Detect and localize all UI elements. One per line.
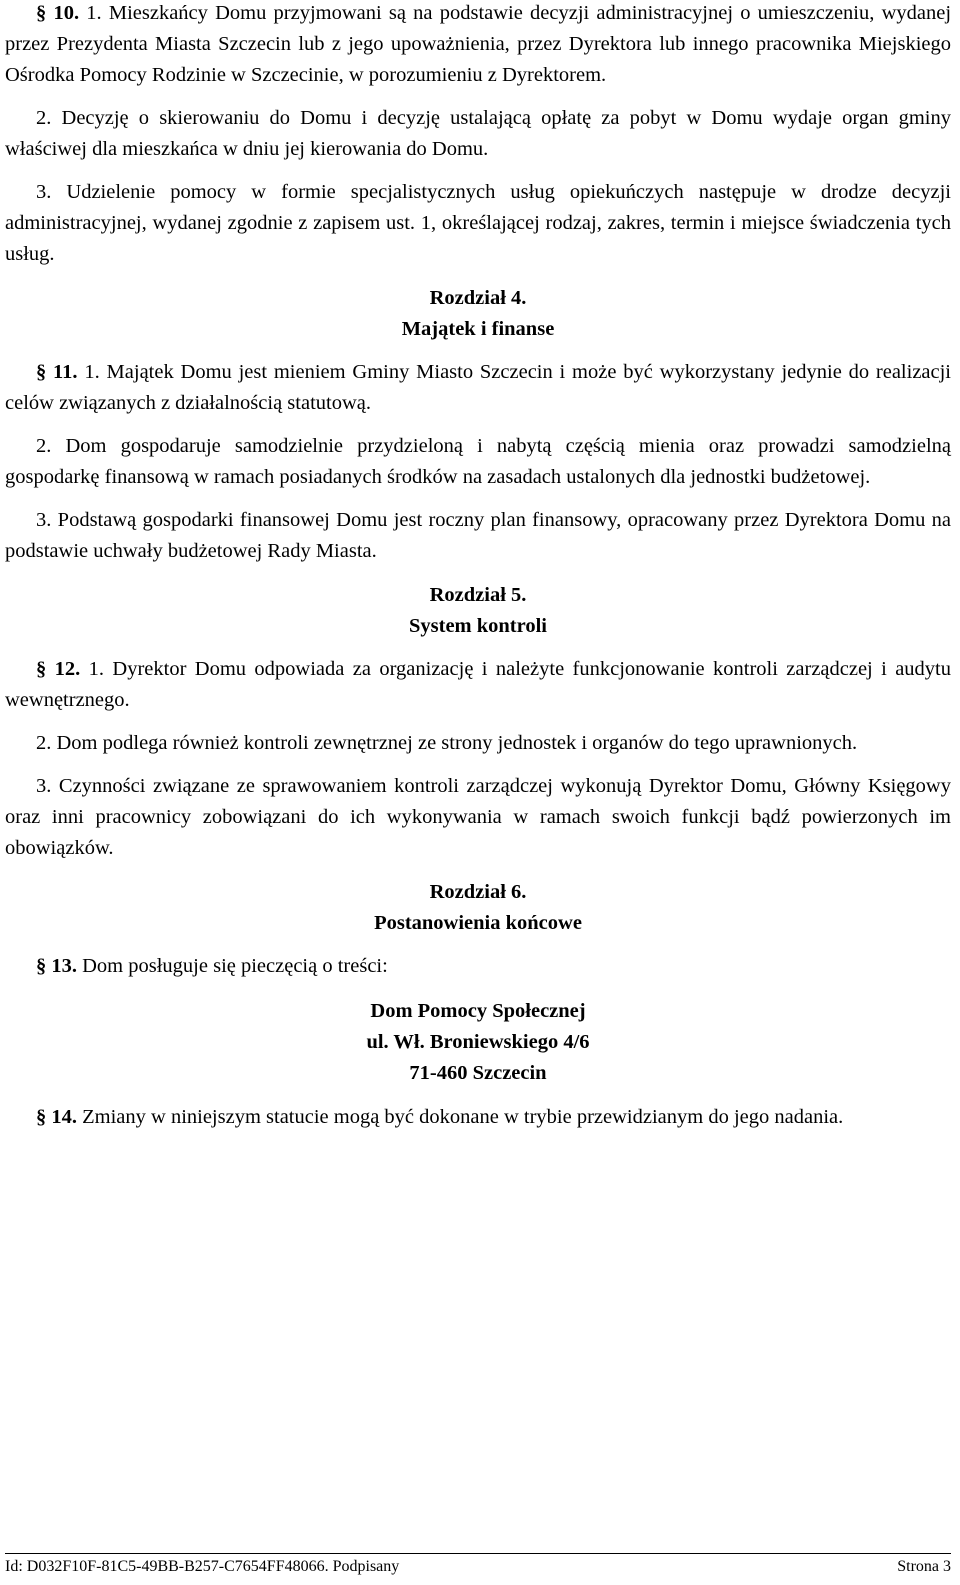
paragraph-12-2: 2. Dom podlega również kontroli zewnętrznej ze strony jednostek i organów do tego uprawnionych. — [36, 732, 858, 754]
chapter-name: Postanowienia końcowe — [374, 912, 582, 934]
chapter-title: Rozdział 4. — [429, 287, 527, 309]
chapter-name: Majątek i finanse — [401, 318, 555, 340]
section-number: § 13. — [36, 955, 77, 977]
chapter-6-heading — [5, 877, 951, 939]
chapter-name: System kontroli — [408, 615, 547, 637]
paragraph-10-3: 3. Udzielenie pomocy w formie specjalistycznych usług opiekuńczych następuje w drodze decyzji administracyjnej, wydanej zgodnie z zapisem ust. 1, określającej rodzaj, zakres, termin i miejsce świadczenia tych usług. — [5, 181, 951, 265]
paragraph-12-1 — [5, 654, 951, 716]
paragraph-text: 1. Majątek Domu jest mieniem Gminy Miasto Szczecin i może być wykorzystany jedynie do realizacji celów związanych z działalnością statutową. — [5, 361, 952, 414]
paragraph-13 — [5, 951, 951, 982]
document-page — [5, 0, 951, 1133]
stamp-text — [5, 996, 951, 1089]
chapter-title: Rozdział 5. — [429, 584, 527, 606]
section-number: § 10. — [36, 2, 80, 24]
paragraph-text: 1. Dyrektor Domu odpowiada za organizację i należyte funkcjonowanie kontroli zarządczej i audytu wewnętrznego. — [5, 658, 952, 711]
stamp-line: 71-460 Szczecin — [409, 1062, 547, 1084]
page-footer — [5, 1553, 951, 1578]
document-id: Id: D032F10F-81C5-49BB-B257-C7654FF48066. Podpisany — [5, 1558, 400, 1575]
paragraph-11-2: 2. Dom gospodaruje samodzielnie przydzieloną i nabytą częścią mienia oraz prowadzi samodzielną gospodarkę finansową w ramach posiadanych środków na zasadach ustalonych dla jednostki budżetowej. — [5, 435, 951, 488]
paragraph-14 — [5, 1102, 951, 1133]
paragraph-text: Zmiany w niniejszym statucie mogą być dokonane w trybie przewidzianym do jego nadania. — [82, 1106, 844, 1128]
paragraph-10-2: 2. Decyzję o skierowaniu do Domu i decyzję ustalającą opłatę za pobyt w Domu wydaje organ gminy właściwej dla mieszkańca w dniu jej kierowania do Domu. — [5, 107, 951, 160]
paragraph-11-1 — [5, 357, 951, 419]
paragraph-text: Dom posługuje się pieczęcią o treści: — [82, 955, 388, 977]
chapter-title: Rozdział 6. — [429, 881, 527, 903]
page-number: Strona 3 — [897, 1558, 951, 1575]
paragraph-12-3: 3. Czynności związane ze sprawowaniem kontroli zarządczej wykonują Dyrektor Domu, Główny Księgowy oraz inni pracownicy zobowiązani do ich wykonywania w ramach swoich funkcji bądź powierzonych im obowiązków. — [5, 775, 951, 859]
section-number: § 11. — [36, 361, 78, 383]
section-number: § 14. — [36, 1106, 77, 1128]
chapter-5-heading — [5, 580, 951, 642]
chapter-4-heading — [5, 283, 951, 345]
paragraph-text: 1. Mieszkańcy Domu przyjmowani są na podstawie decyzji administracyjnej o umieszczeniu, wydanej przez Prezydenta Miasta Szczecin lub z jego upoważnienia, przez Dyrektora lub innego pracownika Miejskiego Ośrodka Pomocy Rodzinie w Szczecinie, w porozumieniu z Dyrektorem. — [5, 2, 952, 86]
paragraph-10-1 — [5, 0, 951, 91]
paragraph-11-3: 3. Podstawą gospodarki finansowej Domu jest roczny plan finansowy, opracowany przez Dyrektora Domu na podstawie uchwały budżetowej Rady Miasta. — [5, 509, 951, 562]
stamp-line: Dom Pomocy Społecznej — [370, 1000, 586, 1022]
section-number: § 12. — [36, 658, 81, 680]
stamp-line: ul. Wł. Broniewskiego 4/6 — [366, 1031, 590, 1053]
